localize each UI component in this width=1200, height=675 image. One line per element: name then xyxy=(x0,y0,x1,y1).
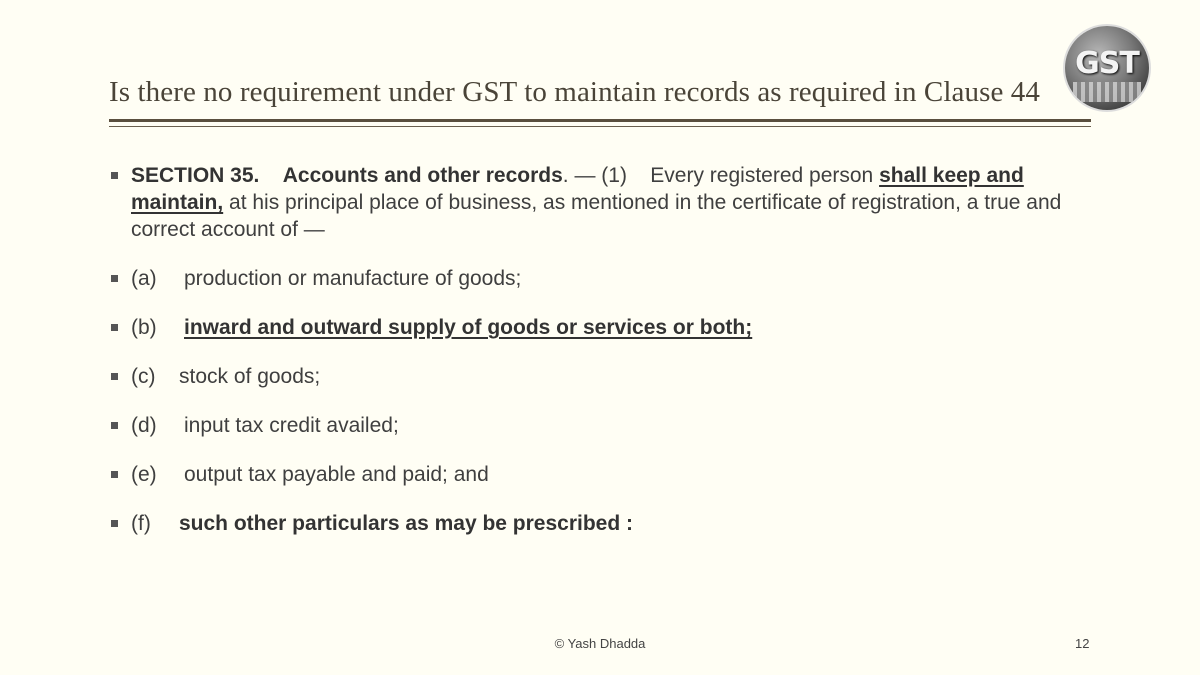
list-item-section xyxy=(110,162,1070,243)
item-label: (f) xyxy=(131,512,151,535)
section-heading: SECTION 35. xyxy=(131,164,260,187)
list-item-c xyxy=(110,363,1070,390)
footer-copyright: © Yash Dhadda xyxy=(554,636,646,651)
bullet-icon xyxy=(111,275,118,282)
list-item-e xyxy=(110,461,1070,488)
list-item-f xyxy=(110,510,1070,537)
list-item-a xyxy=(110,265,1070,292)
section-text-b: at his principal place of business, as mentioned in the certificate of registration, a true and correct account of — xyxy=(131,191,1062,241)
bullet-list xyxy=(110,162,1070,559)
bullet-icon xyxy=(111,324,118,331)
section-intro: . — (1) xyxy=(562,164,627,187)
section-subheading: Accounts and other records xyxy=(282,164,563,187)
bullet-icon xyxy=(111,422,118,429)
item-label: (d) xyxy=(131,414,157,437)
item-text: inward and outward supply of goods or services or both; xyxy=(184,316,753,339)
item-text: stock of goods; xyxy=(179,365,321,388)
list-item-b xyxy=(110,314,1070,341)
bullet-icon xyxy=(111,471,118,478)
slide-title: Is there no requirement under GST to maintain records as required in Clause 44 xyxy=(109,76,1040,108)
bullet-icon xyxy=(111,373,118,380)
list-item-d xyxy=(110,412,1070,439)
bullet-icon xyxy=(111,172,118,179)
item-text: input tax credit availed; xyxy=(184,414,399,437)
item-label: (e) xyxy=(131,463,157,486)
logo-building-image xyxy=(1073,82,1141,102)
item-label: (c) xyxy=(131,365,156,388)
item-text: such other particulars as may be prescribed : xyxy=(179,512,634,535)
gst-logo xyxy=(1065,26,1149,110)
title-divider-thick xyxy=(109,119,1091,122)
title-divider-thin xyxy=(109,126,1091,127)
logo-text: GST xyxy=(1075,46,1139,81)
item-label: (a) xyxy=(131,267,157,290)
section-text-a: Every registered person xyxy=(650,164,880,187)
item-text: production or manufacture of goods; xyxy=(184,267,522,290)
item-label: (b) xyxy=(131,316,157,339)
page-number: 12 xyxy=(1075,636,1090,651)
section-underlined: shall keep and maintain, xyxy=(131,164,1024,214)
bullet-icon xyxy=(111,520,118,527)
item-text: output tax payable and paid; and xyxy=(184,463,489,486)
